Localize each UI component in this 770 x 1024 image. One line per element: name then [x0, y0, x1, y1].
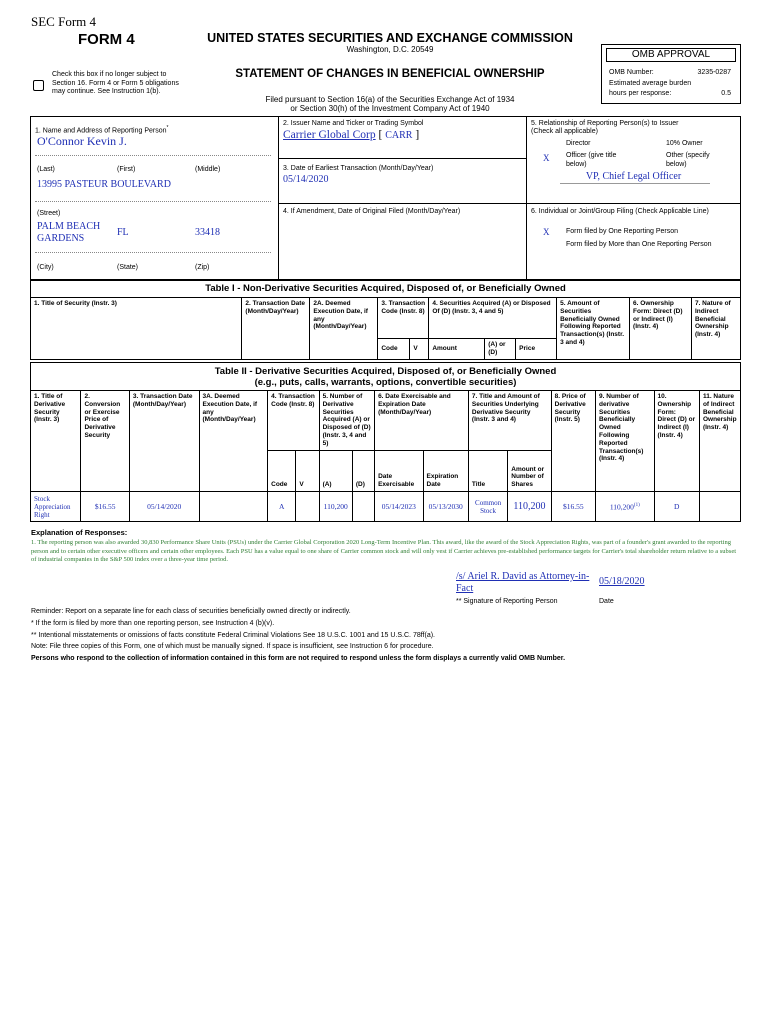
t2-h9: 9. Number of derivative Securities Beneficially Owned Following Reported Transaction(s) (Instr. 4) — [596, 391, 655, 492]
t2-a: (A) — [319, 451, 352, 492]
t2-h3: 3. Transaction Date (Month/Day/Year) — [129, 391, 199, 492]
ten-percent-owner-label: 10% Owner — [666, 140, 703, 147]
state-label: (State) — [117, 264, 139, 271]
issuer-name-link[interactable]: Carrier Global Corp — [283, 129, 376, 141]
signature-label: ** Signature of Reporting Person — [456, 598, 558, 605]
t2-row-owned: 110,200$^{(1)}$ — [596, 492, 655, 522]
t2-h5: 5. Number of Derivative Securities Acquired (A) or Disposed of (D) (Instr. 3, 4 and 5) — [319, 391, 374, 451]
t2-h7: 7. Title and Amount of Securities Underlying Derivative Security (Instr. 3 and 4) — [468, 391, 551, 451]
t2-row-date-exercisable: 05/14/2023 — [375, 492, 423, 522]
t1-a-or-d: (A) or (D) — [485, 339, 516, 360]
filed-line-1: Filed pursuant to Section 16(a) of the Securities Exchange Act of 1934 — [265, 95, 515, 104]
box5-label: 5. Relationship of Reporting Person(s) to Issuer — [531, 120, 679, 127]
zip-value: 33418 — [195, 227, 220, 238]
table-row — [31, 492, 741, 522]
t2-row-deemed — [199, 492, 268, 522]
officer-label: Officer (give title below) — [566, 152, 617, 168]
t1-h3: 3. Transaction Code (Instr. 8) — [378, 298, 429, 339]
other-label: Other (specify below) — [666, 152, 710, 168]
issuer-line: Carrier Global Corp [ CARR ] — [283, 129, 420, 141]
t2-code: Code — [268, 451, 296, 492]
omb-hours-label: hours per response: — [609, 90, 672, 97]
t2-h4: 4. Transaction Code (Instr. 8) — [268, 391, 319, 451]
t2-row-disposed — [352, 492, 374, 522]
t1-amount: Amount — [429, 339, 485, 360]
t2-row-security: Stock Appreciation Right — [31, 492, 81, 522]
city-label: (City) — [37, 264, 54, 271]
t2-row-acquired: 110,200 — [319, 492, 352, 522]
statement-title: STATEMENT OF CHANGES IN BENEFICIAL OWNERSHIP — [235, 68, 545, 80]
officer-check-mark: X — [543, 153, 550, 163]
signature-date: 05/18/2020 — [599, 576, 645, 587]
agency-title: UNITED STATES SECURITIES AND EXCHANGE COMMISSION — [207, 31, 573, 45]
box2-label: 2. Issuer Name and Ticker or Trading Symbol — [283, 120, 424, 127]
t2-row-nature — [699, 492, 740, 522]
t2-h6: 6. Date Exercisable and Expiration Date (Month/Day/Year) — [375, 391, 469, 451]
t1-code: Code — [378, 339, 410, 360]
director-label: Director — [566, 140, 591, 147]
t2-h8: 8. Price of Derivative Security (Instr. 5) — [551, 391, 595, 492]
t2-title: Title — [468, 451, 507, 492]
t2-date-exercisable: Date Exercisable — [375, 451, 423, 492]
t1-price: Price — [516, 339, 557, 360]
footer-note-1: * If the form is filed by more than one reporting person, see Instruction 4 (b)(v). — [31, 620, 275, 627]
street-label: (Street) — [37, 210, 61, 217]
t2-row-price: $16.55 — [551, 492, 595, 522]
t2-d: (D) — [352, 451, 374, 492]
middle-label: (Middle) — [195, 166, 221, 173]
filed-line-2: or Section 30(h) of the Investment Company Act of 1940 — [290, 104, 490, 113]
t2-row-trans-date: 05/14/2020 — [129, 492, 199, 522]
t2-row-v — [296, 492, 319, 522]
t2-h11: 11. Nature of Indirect Beneficial Ownership (Instr. 4) — [699, 391, 740, 492]
box5-sublabel: (Check all applicable) — [531, 128, 598, 135]
ticker-symbol: CARR — [385, 130, 413, 141]
t1-h2a: 2A. Deemed Execution Date, if any (Month/Day/Year) — [310, 298, 378, 360]
omb-number-value: 3235-0287 — [697, 69, 731, 76]
table1-title: Table I - Non-Derivative Securities Acquired, Disposed of, or Beneficially Owned — [205, 283, 566, 294]
footer-omb-note: Persons who respond to the collection of information contained in this form are not required to respond unless the form displays a currently valid OMB Number. — [31, 655, 566, 662]
one-person-check-mark: X — [543, 227, 550, 237]
table2-derivative — [30, 390, 741, 522]
sec-form-label: SEC Form 4 — [31, 14, 97, 29]
table2-title-1: Table II - Derivative Securities Acquired, Disposed of, or Beneficially Owned — [214, 366, 557, 377]
t2-row-form: D — [654, 492, 699, 522]
t2-row-code: A — [268, 492, 296, 522]
table1-title-box — [30, 280, 741, 298]
t2-row-expiration: 05/13/2030 — [423, 492, 468, 522]
t2-row-underlying-amount: 110,200 — [508, 492, 551, 522]
t1-h6: 6. Ownership Form: Direct (D) or Indirect (I) (Instr. 4) — [630, 298, 692, 360]
t2-amount-shares: Amount or Number of Shares — [508, 451, 551, 492]
t1-v: V — [410, 339, 429, 360]
t2-h3a: 3A. Deemed Execution Date, if any (Month/Day/Year) — [199, 391, 268, 492]
one-person-label: Form filed by One Reporting Person — [566, 228, 679, 235]
t1-h2: 2. Transaction Date (Month/Day/Year) — [242, 298, 310, 360]
omb-title: OMB APPROVAL — [606, 48, 736, 62]
omb-burden-label: Estimated average burden — [609, 80, 692, 87]
t2-h2: 2. Conversion or Exercise Price of Derivative Security — [81, 391, 129, 492]
footnote-ref: (1) — [633, 502, 640, 508]
section16-checkbox-text: Check this box if no longer subject to Section 16. Form 4 or Form 5 obligations may continue. See Instruction 1(b). — [52, 71, 179, 95]
omb-hours-value: 0.5 — [721, 90, 731, 97]
form-title: FORM 4 — [78, 31, 135, 48]
t2-h10: 10. Ownership Form: Direct (D) or Indirect (I) (Instr. 4) — [654, 391, 699, 492]
table2-title-2: (e.g., puts, calls, warrants, options, convertible securities) — [254, 377, 517, 388]
reporting-person-name: O'Connor Kevin J. — [37, 134, 127, 148]
earliest-transaction-date: 05/14/2020 — [283, 174, 329, 185]
t2-v: V — [296, 451, 319, 492]
city-value: PALM BEACH GARDENS — [37, 221, 101, 244]
t2-row-conversion: $16.55 — [81, 492, 129, 522]
box1-label: 1. Name and Address of Reporting Person* — [35, 125, 169, 135]
street-value: 13995 PASTEUR BOULEVARD — [37, 179, 171, 190]
section16-checkbox[interactable] — [33, 80, 44, 91]
t1-h7: 7. Nature of Indirect Beneficial Ownership (Instr. 4) — [691, 298, 740, 360]
t1-h1: 1. Title of Security (Instr. 3) — [31, 298, 242, 360]
signature-value: /s/ Ariel R. David as Attorney-in-Fact — [456, 571, 590, 594]
signature-date-label: Date — [599, 598, 614, 605]
explanation-text: 1. The reporting person was also awarded 30,830 Performance Share Units (PSUs) under the Carrier Global Corporation 2020 Long-Term Incentive Plan. This award, like the award of the Stock Appreciation Rights, was part of a founder's grant awarded to the reporting person and to certain other executive officers and certain other employees. Each PSU has a value equal to one share of Carrier common stock and will only vest if Carrier achieves pre-established performance targets for Carrier's total shareholder return relative to a subset of industrial companies in the S&P 500 index over a three-year time period. — [31, 539, 737, 563]
footer-reminder: Reminder: Report on a separate line for each class of securities beneficially owned directly or indirectly. — [31, 608, 351, 615]
t2-expiration: Expiration Date — [423, 451, 468, 492]
table1-non-derivative — [30, 297, 741, 360]
footer-note-2: ** Intentional misstatements or omissions of facts constitute Federal Criminal Violations See 18 U.S.C. 1001 and 15 U.S.C. 78ff(a). — [31, 632, 435, 639]
t1-h5: 5. Amount of Securities Beneficially Owned Following Reported Transaction(s) (Instr. 3 and 4) — [557, 298, 630, 360]
t1-h4: 4. Securities Acquired (A) or Disposed Of (D) (Instr. 3, 4 and 5) — [429, 298, 557, 339]
table2-title-box — [30, 362, 741, 391]
more-persons-label: Form filed by More than One Reporting Person — [566, 241, 712, 248]
omb-approval-box — [601, 44, 741, 104]
officer-title: VP, Chief Legal Officer — [585, 171, 682, 182]
t2-row-underlying-title: Common Stock — [468, 492, 507, 522]
t2-h1: 1. Title of Derivative Security (Instr. 3) — [31, 391, 81, 492]
footer-note-3: Note: File three copies of this Form, one of which must be manually signed. If space is insufficient, see Instruction 6 for procedure. — [31, 643, 434, 650]
box3-label: 3. Date of Earliest Transaction (Month/Day/Year) — [283, 165, 434, 172]
agency-city: Washington, D.C. 20549 — [346, 45, 434, 54]
last-label: (Last) — [37, 166, 55, 173]
first-label: (First) — [117, 166, 136, 173]
box4-label: 4. If Amendment, Date of Original Filed (Month/Day/Year) — [283, 208, 461, 215]
state-value: FL — [117, 227, 129, 238]
box6-label: 6. Individual or Joint/Group Filing (Check Applicable Line) — [531, 208, 709, 215]
omb-number-label: OMB Number: — [609, 69, 654, 76]
explanation-title: Explanation of Responses: — [31, 528, 128, 537]
zip-label: (Zip) — [195, 264, 210, 271]
